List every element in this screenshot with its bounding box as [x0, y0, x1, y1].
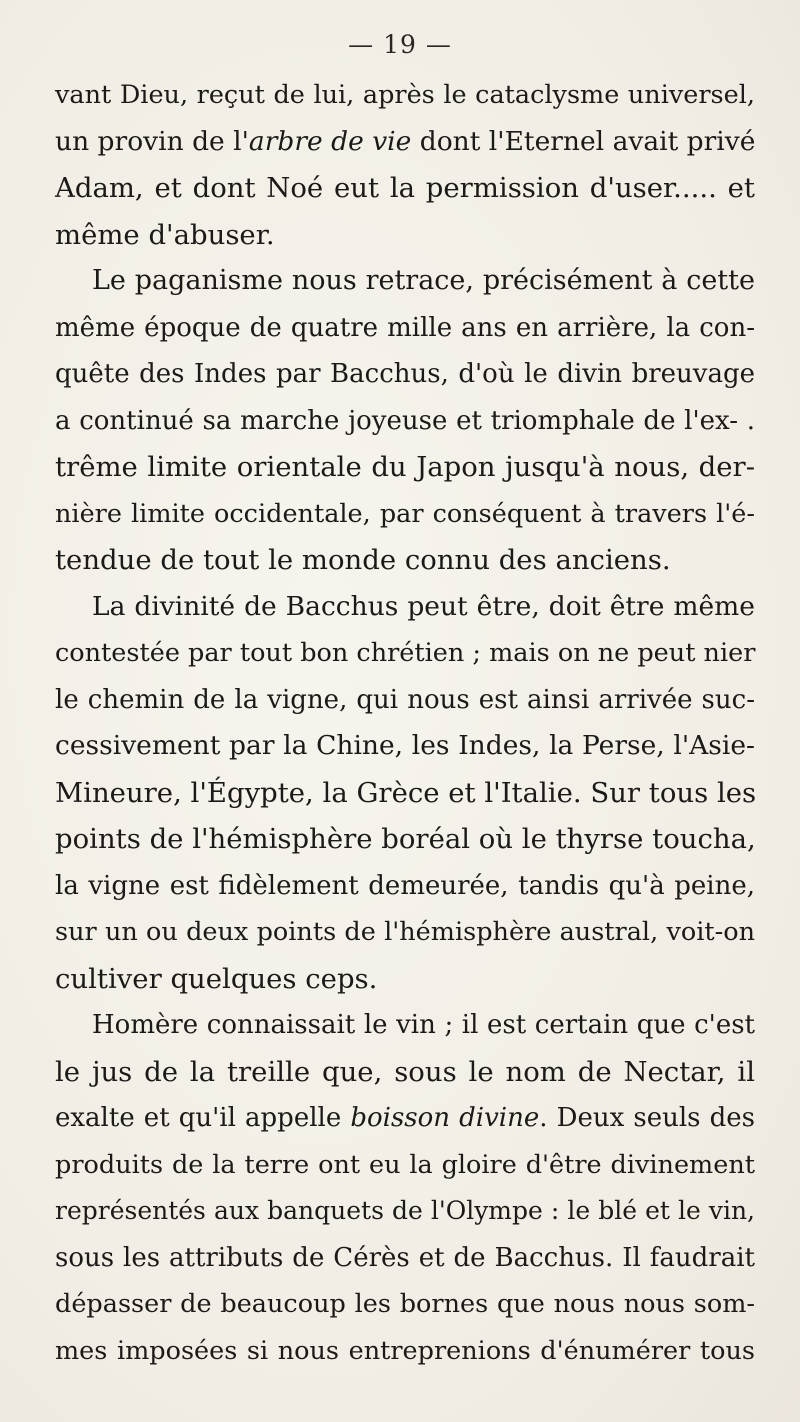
text-line: produits de la terre ont eu la gloire d'être divinement [55, 1149, 755, 1180]
text-line: exalte et qu'il appelle boisson divine. Deux seuls des [55, 1103, 755, 1133]
text-line: Homère connaissait le vin ; il est certain que c'est [92, 1010, 755, 1040]
text-line: points de l'hémisphère boréal où le thyrse toucha, [55, 823, 756, 855]
text-line: La divinité de Bacchus peut être, doit être même [92, 590, 755, 622]
text-line: nière limite occidentale, par conséquent à travers l'é- [55, 498, 755, 529]
text-line: même d'abuser. [55, 218, 275, 251]
text-line: la vigne est fidèlement demeurée, tandis qu'à peine, [55, 870, 755, 901]
text-line: sous les attributs de Cérès et de Bacchus. Il faudrait [55, 1242, 755, 1273]
text-line: le chemin de la vigne, qui nous est ainsi arrivée suc- [55, 684, 755, 715]
text-line: cessivement par la Chine, les Indes, la Perse, l'Asie- [55, 730, 755, 761]
text-line: le jus de la treille que, sous le nom de Nectar, il [55, 1055, 755, 1088]
text-line: contestée par tout bon chrétien ; mais on ne peut nier [55, 638, 756, 668]
text-line: dépasser de beaucoup les bornes que nous nous som- [55, 1289, 755, 1319]
text-line: vant Dieu, reçut de lui, après le cataclysme universel, [55, 80, 755, 110]
text-line: représentés aux banquets de l'Olympe : le blé et le vin, [55, 1196, 755, 1225]
text-line: sur un ou deux points de l'hémisphère austral, voit-on [55, 917, 755, 947]
italic-phrase: arbre de vie [248, 125, 412, 157]
text-line: même époque de quatre mille ans en arrière, la con- [55, 312, 755, 343]
text-line: mes imposées si nous entreprenions d'énumérer tous [55, 1335, 755, 1366]
text-line: Adam, et dont Noé eut la permission d'user..... et [55, 172, 755, 204]
text-line: a continué sa marche joyeuse et triomphale de l'ex- . [55, 405, 755, 436]
text-line: tendue de tout le monde connu des anciens. [55, 544, 671, 576]
body-text [55, 72, 755, 1374]
text-line: quête des Indes par Bacchus, d'où le divin breuvage [55, 359, 755, 389]
text-line: trême limite orientale du Japon jusqu'à nous, der- [55, 451, 755, 483]
text-line: cultiver quelques ceps. [55, 962, 378, 995]
text-line: un provin de l'arbre de vie dont l'Eternel avait privé [55, 125, 756, 157]
page-number: — 19 — [348, 30, 452, 59]
text-line: Mineure, l'Égypte, la Grèce et l'Italie. Sur tous les [55, 776, 757, 809]
text-line: Le paganisme nous retrace, précisément à cette [92, 265, 755, 296]
italic-phrase: boisson divine [350, 1103, 540, 1133]
